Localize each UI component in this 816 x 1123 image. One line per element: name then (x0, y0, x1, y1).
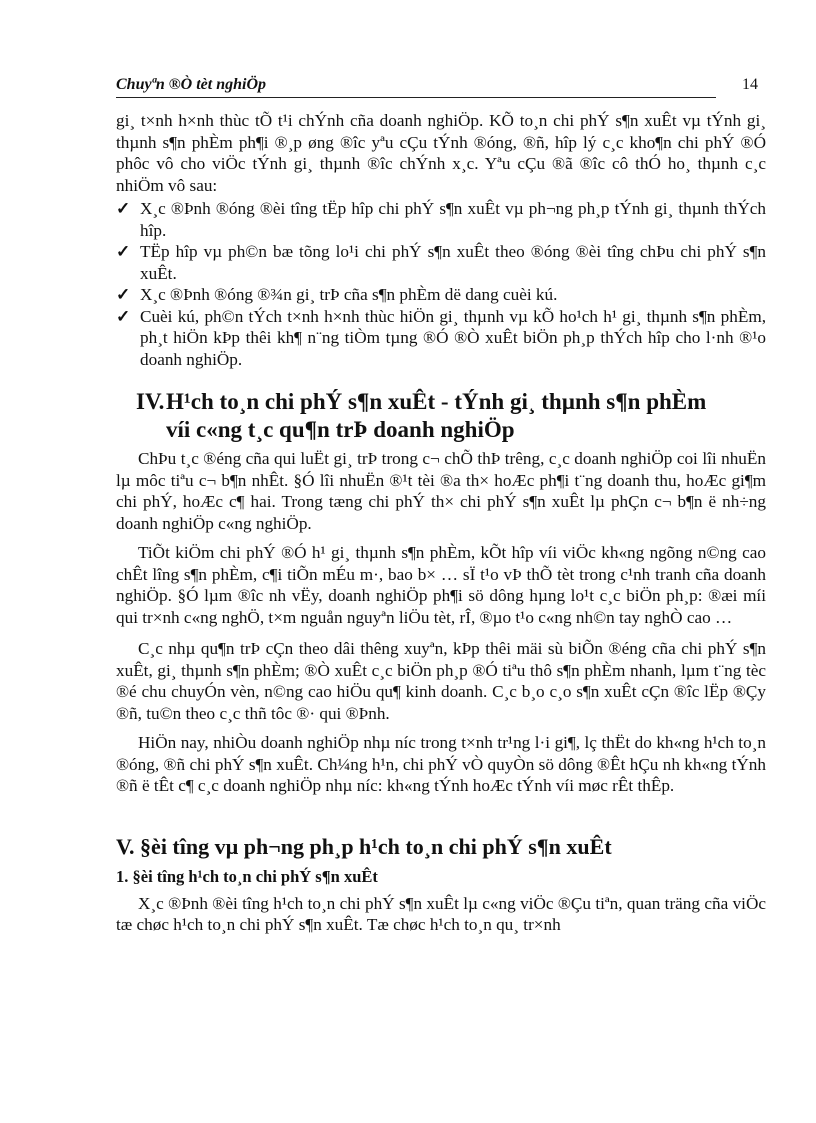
checkmark-icon: ✓ (116, 285, 131, 304)
header-divider (116, 97, 716, 98)
page-body (116, 110, 766, 936)
checklist-item-text: Cuèi kú, ph©n tÝch t×nh h×nh thùc hiÖn gi¸ thµnh vµ kÕ ho¹ch h¹ gi¸ thµnh s¶n phÈm, ph¸t hiÖn kÞp thêi kh¶ n¨ng tiÒm tµng ®Ó ®Ò xuÊt biÖn ph¸p thÝch hîp cho l·nh ®¹o doanh nghiÖp. (140, 306, 766, 369)
subsection-heading: 1. §èi tîng h¹ch to¸n chi phÝ s¶n xuÊt (116, 866, 378, 886)
checkmark-icon: ✓ (116, 306, 131, 326)
body-paragraph: C¸c nhµ qu¶n trÞ cÇn theo dâi thêng xuyªn, kÞp thêi mäi sù biÕn ®éng cña chi phÝ s¶n xuÊt, gi¸ thµnh s¶n phÈm; ®Ò xuÊt c¸c biÖn ph¸p ®Ó tiªu thô s¶n phÈm nhanh, lµm t¨ng tèc ®é chu chuyÓn vèn, n©ng cao hiÖu qu¶ kinh doanh. C¸c b¸o c¸o s¶n xuÊt cÇn ®îc lËp ®Çy ®ñ, tu©n theo c¸c thñ tôc ®· qui ®Þnh. (116, 639, 766, 723)
checklist-item-text: TËp hîp vµ ph©n bæ tõng lo¹i chi phÝ s¶n xuÊt theo ®óng ®èi tîng chÞu chi phÝ s¶n xuÊt. (140, 242, 766, 283)
checklist-item (116, 284, 766, 306)
checklist-item (116, 198, 766, 241)
body-paragraph: X¸c ®Þnh ®èi tîng h¹ch to¸n chi phÝ s¶n xuÊt lµ c«ng viÖc ®Çu tiªn, quan träng cña viÖc tæ chøc h¹ch to¸n chi phÝ s¶n xuÊt. Tæ chøc h¹ch to¸n qu¸ tr×nh (116, 893, 766, 934)
body-paragraph: HiÖn nay, nhiÒu doanh nghiÖp nhµ níc trong t×nh tr¹ng l·i gi¶, lç thËt do kh«ng h¹ch to¸n ®óng, ®ñ chi phÝ s¶n xuÊt. Ch¼ng h¹n, chi phÝ vÒ quyÒn sö dông ®Êt hÇu nh kh«ng tÝnh ®ñ ë tÊt c¶ c¸c doanh nghiÖp nhµ níc: kh«ng tÝnh hoÆc tÝnh víi møc rÊt thÊp. (116, 733, 766, 795)
body-paragraph: TiÕt kiÖm chi phÝ ®Ó h¹ gi¸ thµnh s¶n phÈm, kÕt hîp víi viÖc kh«ng ngõng n©ng cao chÊt lîng s¶n phÈm, c¶i tiÕn mÉu m·, bao b× … sÏ t¹o vÞ thÕ tèt trong c¹nh tranh cña doanh nghiÖp. §Ó lµm ®îc nh vËy, doanh nghiÖp ph¶i sö dông hµng lo¹t c¸c biÖn ph¸p: ®æi míi qui tr×nh c«ng nghÖ, t×m nguån nguyªn liÖu tèt, rÎ, ®µo t¹o c«ng nh©n tay nghÒ cao … (116, 543, 766, 627)
page-number: 14 (742, 76, 758, 93)
checklist-item-text: X¸c ®Þnh ®óng ®èi tîng tËp hîp chi phÝ s¶n xuÊt vµ ph¬ng ph¸p tÝnh gi¸ thµnh thÝch hîp. (140, 199, 766, 240)
section-iv-title-line1: H¹ch to¸n chi phÝ s¶n xuÊt - tÝnh gi¸ thµnh s¶n phÈm (166, 389, 707, 414)
intro-paragraph: gi¸ t×nh h×nh thùc tÕ t¹i chÝnh cña doanh nghiÖp. KÕ to¸n chi phÝ s¶n xuÊt vµ tÝnh gi¸ thµnh s¶n phÈm ph¶i ®¸p øng ®îc yªu cÇu tÝnh ®óng, ®ñ, hîp lý c¸c kho¶n chi phÝ ®Ó phôc vô cho viÖc tÝnh gi¸ thµnh ®îc chÝnh x¸c. Yªu cÇu ®ã ®îc cô thÓ ho¸ thµnh c¸c nhiÖm vô sau: (116, 111, 766, 195)
header-title: Chuyªn ®Ò tèt nghiÖp (116, 76, 267, 93)
checklist-item (116, 241, 766, 284)
checkmark-icon: ✓ (116, 242, 131, 261)
checklist-item-text: X¸c ®Þnh ®óng ®¾n gi¸ trÞ cña s¶n phÈm dë dang cuèi kú. (140, 285, 558, 304)
checklist-item (116, 306, 766, 371)
checkmark-icon: ✓ (116, 199, 131, 218)
section-v-heading: V. §èi tîng vµ ph¬ng ph¸p h¹ch to¸n chi phÝ s¶n xuÊt (116, 833, 612, 859)
page-header (116, 74, 758, 96)
section-iv-heading (116, 388, 766, 444)
body-paragraph: ChÞu t¸c ®éng cña qui luËt gi¸ trÞ trong c¬ chÕ thÞ trêng, c¸c doanh nghiÖp coi lîi nhuËn lµ môc tiªu c¬ b¶n nhÊt. §Ó lîi nhuËn ®¹t tèi ®a th× hoÆc ph¶i t¨ng doanh thu, hoÆc gi¶m chi phÝ, hoÆc c¶ hai. Trong tæng chi phÝ th× chi phÝ s¶n xuÊt lµ phÇn c¬ b¶n ë nh÷ng doanh nghiÖp c«ng nghiÖp. (116, 449, 766, 533)
task-checklist (116, 198, 766, 370)
section-iv-number: IV. (136, 389, 165, 414)
section-iv-title-line2: víi c«ng t¸c qu¶n trÞ doanh nghiÖp (166, 417, 515, 442)
